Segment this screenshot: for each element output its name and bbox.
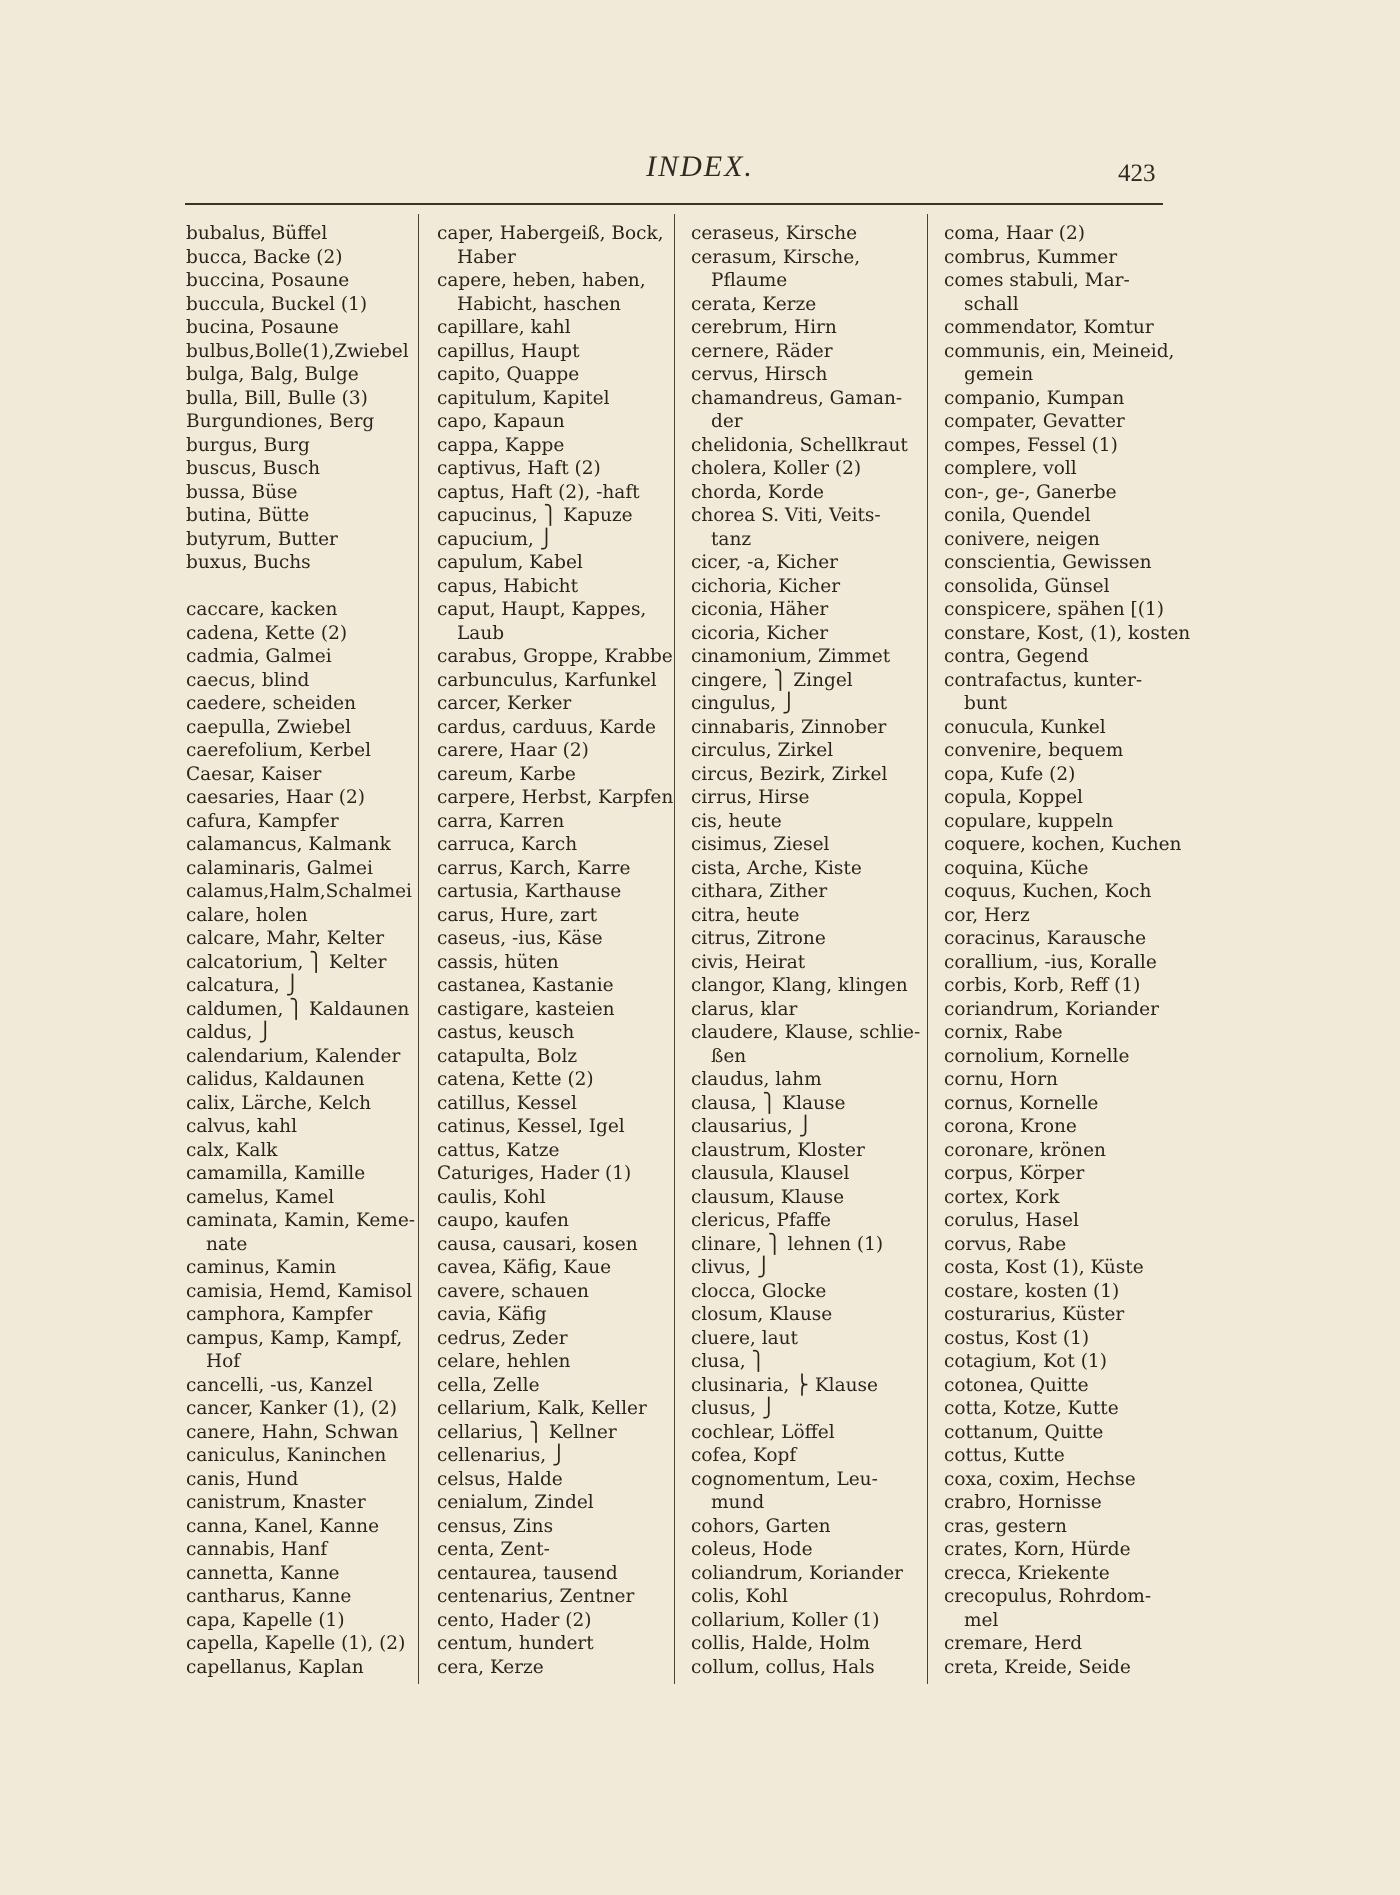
index-entry: clausum, Klause [691,1186,845,1208]
index-entry: captivus, Haft (2) [437,458,601,479]
index-entry [186,575,421,599]
index-entry: buccula, Buckel (1) [186,293,368,315]
index-entry: census, Zins [437,1515,554,1537]
index-entry: clausarius, ⎭ [691,1116,813,1137]
index-entry: mund [711,1492,765,1513]
index-entry: compes, Fessel (1) [944,434,1118,456]
index-entry: cellarium, Kalk, Keller [437,1398,647,1419]
index-entry: cattus, Katze [437,1139,560,1161]
index-entry: con-, ge-, Ganerbe [944,481,1117,503]
index-entry: calcatura, ⎭ [186,975,300,996]
index-entry: tanz [711,528,752,550]
index-entry: coquina, Küche [944,857,1089,879]
index-entry: bubalus, Büffel [186,223,328,244]
index-entry: clusus, ⎭ [691,1398,776,1419]
index-entry: clinare, ⎫ lehnen (1) [691,1233,884,1255]
index-entry: corona, Krone [944,1116,1077,1137]
index-entry: cicoria, Kicher [691,622,829,644]
index-entry: centum, hundert [437,1633,594,1654]
index-entry: cerasum, Kirsche, [691,246,861,268]
index-entry: cavia, Käfig [437,1304,547,1325]
index-entry: costa, Kost (1), Küste [944,1257,1144,1278]
column-divider [927,214,928,1684]
index-entry: copula, Koppel [944,787,1083,808]
index-entry: carruca, Karch [437,834,578,855]
index-entry: camamilla, Kamille [186,1163,366,1184]
index-entry: cornolium, Kornelle [944,1045,1130,1067]
index-entry: buxus, Buchs [186,552,311,573]
index-entry: claudus, lahm [691,1069,822,1090]
index-entry: cedrus, Zeder [437,1327,568,1349]
index-entry: carra, Karren [437,810,565,832]
index-entry: cellenarius, ⎭ [437,1445,566,1466]
index-entry: cellarius, ⎫ Kellner [437,1421,617,1443]
index-entry: clivus, ⎭ [691,1257,771,1278]
index-entry: castus, keusch [437,1022,575,1043]
index-entry: capa, Kapelle (1) [186,1609,345,1631]
index-entry: Caesar, Kaiser [186,763,322,785]
index-entry: conucula, Kunkel [944,716,1106,738]
header-rule [185,203,1163,205]
index-entry: corulus, Hasel [944,1210,1079,1231]
index-entry: cornix, Rabe [944,1022,1063,1043]
index-entry: cartusia, Karthause [437,881,622,902]
index-entry: coracinus, Karausche [944,928,1147,949]
index-column-1 [186,222,421,1679]
index-entry: cognomentum, Leu- [691,1468,878,1490]
index-entry: cento, Hader (2) [437,1609,592,1631]
index-entry: nate [206,1233,248,1255]
index-entry: calix, Lärche, Kelch [186,1092,372,1114]
index-entry: carcer, Kerker [437,693,572,714]
index-entry: cervus, Hirsch [691,364,828,385]
column-divider [674,214,675,1684]
index-entry: cremare, Herd [944,1633,1083,1654]
index-entry: cottus, Kutte [944,1445,1065,1466]
index-entry: cancelli, -us, Kanzel [186,1374,373,1396]
index-entry: calx, Kalk [186,1139,278,1161]
index-entry: calare, holen [186,904,308,926]
index-entry: corvus, Rabe [944,1233,1067,1255]
index-entry: coleus, Hode [691,1539,813,1560]
index-entry: bulla, Bill, Bulle (3) [186,387,368,409]
index-entry: cernere, Räder [691,340,833,362]
page-title: INDEX. [646,150,754,183]
index-entry: clocca, Glocke [691,1280,827,1302]
index-entry: closum, Klause [691,1304,833,1325]
index-entry: castigare, kasteien [437,998,615,1020]
index-entry: Habicht, haschen [457,293,621,315]
index-entry: catinus, Kessel, Igel [437,1116,625,1137]
index-entry: schall [964,293,1019,315]
index-entry: Burgundiones, Berg [186,411,375,432]
index-entry: civis, Heirat [691,951,806,973]
index-entry: comes stabuli, Mar- [944,270,1130,291]
index-entry: communis, ein, Meineid, [944,340,1175,362]
index-entry: cafura, Kampfer [186,810,339,832]
index-entry: convenire, bequem [944,740,1124,761]
index-entry: bucca, Backe (2) [186,246,343,268]
index-entry: contra, Gegend [944,646,1089,667]
index-entry: cantharus, Kanne [186,1586,352,1607]
index-entry: coronare, krönen [944,1139,1106,1161]
index-entry: catillus, Kessel [437,1092,577,1114]
index-entry: cotta, Kotze, Kutte [944,1398,1119,1419]
index-entry: centa, Zent- [437,1539,550,1560]
index-entry: canna, Kanel, Kanne [186,1515,380,1537]
index-entry: cista, Arche, Kiste [691,857,862,879]
index-entry: Hof [206,1351,241,1372]
index-entry: costare, kosten (1) [944,1280,1120,1302]
index-entry: cis, heute [691,810,782,832]
index-entry: coquus, Kuchen, Koch [944,881,1152,902]
index-entry: clangor, Klang, klingen [691,975,908,996]
index-entry: cancer, Kanker (1), (2) [186,1398,398,1419]
index-entry: bunt [964,693,1008,714]
index-entry: coxa, coxim, Hechse [944,1468,1136,1490]
index-entry: calendarium, Kalender [186,1045,401,1067]
index-entry: cicer, -a, Kicher [691,552,839,573]
index-entry: crecca, Kriekente [944,1562,1110,1584]
index-entry: cornu, Horn [944,1069,1058,1090]
index-column-3 [691,222,926,1679]
index-entry: creta, Kreide, Seide [944,1656,1131,1678]
index-entry: cofea, Kopf [691,1445,797,1466]
index-entry: cerata, Kerze [691,293,817,315]
index-entry: capillare, kahl [437,317,571,338]
index-entry: combrus, Kummer [944,246,1118,268]
index-entry: canistrum, Knaster [186,1492,366,1513]
index-entry: gemein [964,364,1034,385]
index-entry: buccina, Posaune [186,270,350,291]
index-entry: copa, Kufe (2) [944,763,1076,785]
index-entry: cottanum, Quitte [944,1421,1104,1443]
page-number: 423 [1118,160,1156,187]
index-entry: camphora, Kampfer [186,1304,373,1325]
index-entry: carrus, Karch, Karre [437,857,631,879]
index-entry: capulum, Kabel [437,552,583,573]
index-column-2 [437,222,672,1679]
index-entry: coriandrum, Koriander [944,998,1159,1020]
index-entry: capillus, Haupt [437,340,580,362]
index-entry: cras, gestern [944,1515,1067,1537]
index-entry: corbis, Korb, Reff (1) [944,975,1141,996]
index-entry: cerebrum, Hirn [691,317,837,338]
index-entry: catapulta, Bolz [437,1045,578,1067]
index-entry: celare, hehlen [437,1351,571,1372]
index-entry: conscientia, Gewissen [944,552,1152,573]
index-entry: bulga, Balg, Bulge [186,364,359,385]
index-entry: capellanus, Kaplan [186,1656,364,1678]
index-entry: cannetta, Kanne [186,1562,340,1584]
index-entry: cotonea, Quitte [944,1374,1089,1396]
index-entry: conivere, neigen [944,528,1100,550]
index-entry: collis, Halde, Holm [691,1633,870,1654]
index-entry: caerefolium, Kerbel [186,740,371,761]
index-entry: carus, Hure, zart [437,904,598,926]
index-entry: caper, Habergeiß, Bock, [437,223,664,244]
index-entry: conila, Quendel [944,505,1091,526]
index-entry: carpere, Herbst, Karpfen [437,787,674,808]
index-entry: burgus, Burg [186,434,310,456]
index-entry: calcare, Mahr, Kelter [186,928,385,949]
index-entry: cithara, Zither [691,881,828,902]
index-entry: citrus, Zitrone [691,928,826,949]
index-entry: caulis, Kohl [437,1186,546,1208]
index-entry: cingere, ⎫ Zingel [691,669,853,691]
index-entry: clericus, Pfaffe [691,1210,831,1231]
index-entry: caput, Haupt, Kappes, [437,599,647,620]
index-entry: capere, heben, haben, [437,270,646,291]
index-entry: castanea, Kastanie [437,975,614,996]
index-entry: claudere, Klause, schlie- [691,1022,921,1043]
index-entry: caseus, -ius, Käse [437,928,603,949]
index-entry: cannabis, Hanf [186,1539,328,1560]
index-entry: collarium, Koller (1) [691,1609,880,1631]
index-entry: calaminaris, Galmei [186,857,373,879]
index-entry: chorda, Korde [691,481,824,503]
index-entry: caminus, Kamin [186,1257,337,1278]
index-entry: caminata, Kamin, Keme- [186,1210,416,1231]
index-entry: caepulla, Zwiebel [186,716,351,738]
index-entry: cingulus, ⎭ [691,693,796,714]
index-entry: chorea S. Viti, Veits- [691,505,881,526]
index-entry: cavere, schauen [437,1280,589,1302]
index-entry: commendator, Komtur [944,317,1154,338]
index-entry: capitulum, Kapitel [437,387,610,409]
index-entry: costus, Kost (1) [944,1327,1090,1349]
index-entry: caniculus, Kaninchen [186,1445,387,1466]
index-entry: cornus, Kornelle [944,1092,1099,1114]
index-entry: capo, Kapaun [437,411,565,432]
index-entry: chamandreus, Gaman- [691,387,903,409]
index-entry: caupo, kaufen [437,1210,569,1231]
index-entry: cera, Kerze [437,1656,544,1678]
index-entry: constare, Kost, (1), kosten [944,622,1191,644]
index-entry: costurarius, Küster [944,1304,1125,1325]
index-column-4 [944,222,1191,1679]
index-entry: bulbus,Bolle(1),Zwiebel [186,340,409,362]
index-entry: cavea, Käfig, Kaue [437,1257,612,1278]
index-entry: capus, Habicht [437,575,579,597]
index-entry: consolida, Günsel [944,575,1110,597]
index-entry: cortex, Kork [944,1186,1060,1208]
index-entry: carbunculus, Karfunkel [437,669,657,691]
index-entry: capucium, ⎭ [437,528,554,550]
index-entry: mel [964,1609,999,1631]
index-entry: crates, Korn, Hürde [944,1539,1131,1560]
index-entry: clusa, ⎫ [691,1351,766,1372]
index-entry: cadena, Kette (2) [186,622,348,644]
index-entry: ciconia, Häher [691,599,829,620]
index-entry: celsus, Halde [437,1468,563,1490]
index-entry: clarus, klar [691,998,798,1020]
index-entry: careum, Karbe [437,763,576,785]
index-entry: causa, causari, kosen [437,1233,638,1255]
index-entry: Laub [457,622,505,644]
index-entry: calamancus, Kalmank [186,834,391,855]
index-entry: calvus, kahl [186,1116,297,1137]
index-entry: caldus, ⎭ [186,1022,273,1043]
index-entry: caecus, blind [186,669,310,691]
index-entry: cirrus, Hirse [691,787,810,808]
index-entry: centaurea, tausend [437,1562,618,1584]
index-entry: cenialum, Zindel [437,1492,594,1513]
index-entry: cella, Zelle [437,1374,540,1396]
index-entry: Haber [457,246,516,268]
index-entry: caesaries, Haar (2) [186,787,365,808]
index-entry: coquere, kochen, Kuchen [944,834,1182,855]
index-entry: camelus, Kamel [186,1186,335,1208]
index-entry: calamus,Halm,Schalmei [186,881,412,902]
index-entry: canis, Hund [186,1468,299,1490]
index-entry: clausula, Klausel [691,1163,850,1184]
index-entry: cochlear, Löffel [691,1421,835,1443]
index-entry: bussa, Büse [186,481,298,503]
index-entry: cohors, Garten [691,1515,831,1537]
index-entry: circulus, Zirkel [691,740,834,761]
index-entry: copulare, kuppeln [944,810,1114,832]
index-entry: complere, voll [944,458,1077,479]
index-entry: companio, Kumpan [944,387,1125,409]
index-entry: calidus, Kaldaunen [186,1069,365,1090]
index-entry: der [711,411,743,432]
index-entry: coma, Haar (2) [944,223,1085,244]
index-entry: Caturiges, Hader (1) [437,1163,632,1184]
index-entry: butina, Bütte [186,505,310,526]
index-entry: circus, Bezirk, Zirkel [691,763,888,785]
index-entry: claustrum, Kloster [691,1139,865,1161]
index-entry: bucina, Posaune [186,317,339,338]
index-entry: caccare, kacken [186,599,338,620]
index-entry: clausa, ⎫ Klause [691,1092,846,1114]
index-entry: contrafactus, kunter- [944,669,1143,691]
index-entry: collum, collus, Hals [691,1656,875,1678]
index-entry: Pflaume [711,270,788,291]
index-entry: cappa, Kappe [437,434,565,456]
index-entry: capucinus, ⎫ Kapuze [437,505,633,526]
index-entry: carabus, Groppe, Krabbe [437,646,673,667]
index-entry: carere, Haar (2) [437,740,589,761]
index-entry: corallium, -ius, Koralle [944,951,1157,973]
index-entry: campus, Kamp, Kampf, [186,1327,403,1349]
index-entry: corpus, Körper [944,1163,1085,1184]
index-entry: caedere, scheiden [186,693,357,714]
index-entry: camisia, Hemd, Kamisol [186,1280,413,1302]
index-entry: cichoria, Kicher [691,575,841,597]
index-entry: catena, Kette (2) [437,1069,594,1090]
index-entry: ceraseus, Kirsche [691,223,858,244]
index-entry: chelidonia, Schellkraut [691,434,908,456]
index-entry: centenarius, Zentner [437,1586,635,1607]
index-entry: capella, Kapelle (1), (2) [186,1633,406,1654]
index-entry: crabro, Hornisse [944,1492,1102,1513]
index-entry: calcatorium, ⎫ Kelter [186,951,387,973]
index-entry: cor, Herz [944,904,1030,926]
index-entry: compater, Gevatter [944,411,1125,432]
index-entry: butyrum, Butter [186,528,338,550]
index-entry: canere, Hahn, Schwan [186,1421,399,1443]
index-entry: cadmia, Galmei [186,646,332,667]
index-entry: cluere, laut [691,1327,798,1349]
index-entry: cardus, carduus, Karde [437,716,656,738]
index-entry: captus, Haft (2), -haft [437,481,640,503]
index-entry: colis, Kohl [691,1586,788,1607]
index-entry: cotagium, Kot (1) [944,1351,1107,1372]
index-entry: citra, heute [691,904,800,926]
index-entry: cisimus, Ziesel [691,834,830,855]
index-entry: cholera, Koller (2) [691,458,862,479]
index-entry: clusinaria, ⎬ Klause [691,1374,878,1396]
index-entry: crecopulus, Rohrdom- [944,1586,1152,1607]
index-entry: ßen [711,1045,747,1067]
index-entry: buscus, Busch [186,458,321,479]
index-entry: coliandrum, Koriander [691,1562,903,1584]
index-entry: conspicere, spähen [(1) [944,599,1164,620]
index-entry: caldumen, ⎫ Kaldaunen [186,998,410,1020]
index-entry: capito, Quappe [437,364,580,385]
index-entry: cinnabaris, Zinnober [691,716,887,738]
index-entry: cassis, hüten [437,951,559,973]
index-entry: cinamonium, Zimmet [691,646,891,667]
